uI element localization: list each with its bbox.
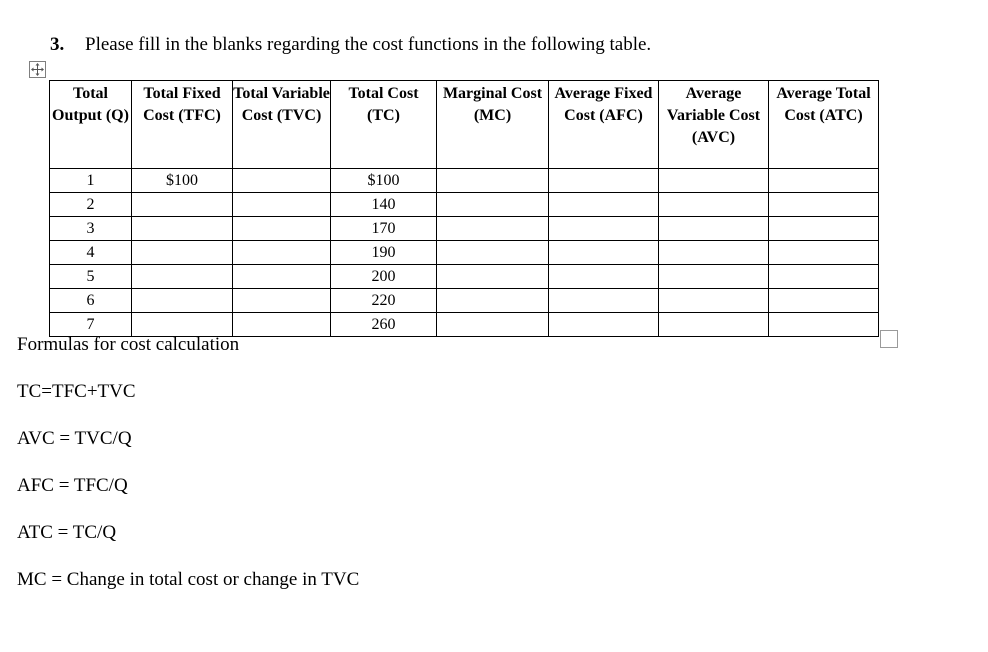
move-cross-icon[interactable]	[29, 61, 46, 78]
cell-tfc[interactable]	[132, 313, 233, 337]
header-average-fixed-cost: Average Fixed Cost (AFC)	[549, 81, 659, 169]
header-average-variable-cost: Average Variable Cost (AVC)	[659, 81, 769, 169]
cell-atc[interactable]	[769, 193, 879, 217]
formula-tc: TC=TFC+TVC	[17, 381, 136, 402]
cell-q[interactable]: 2	[50, 193, 132, 217]
cell-tvc[interactable]	[233, 169, 331, 193]
header-marginal-cost: Marginal Cost (MC)	[437, 81, 549, 169]
cell-mc[interactable]	[437, 217, 549, 241]
cell-afc[interactable]	[549, 265, 659, 289]
formula-avc: AVC = TVC/Q	[17, 428, 132, 449]
table-row	[50, 313, 879, 337]
resize-square-icon[interactable]	[880, 330, 898, 348]
formula-afc: AFC = TFC/Q	[17, 475, 128, 496]
cell-q[interactable]: 5	[50, 265, 132, 289]
cell-avc[interactable]	[659, 265, 769, 289]
cell-atc[interactable]	[769, 169, 879, 193]
cell-tfc[interactable]	[132, 289, 233, 313]
cell-tc[interactable]: 220	[331, 289, 437, 313]
cell-afc[interactable]	[549, 217, 659, 241]
cell-tvc[interactable]	[233, 289, 331, 313]
cell-tc[interactable]: 200	[331, 265, 437, 289]
table-row	[50, 289, 879, 313]
cell-tvc[interactable]	[233, 217, 331, 241]
header-total-fixed-cost: Total Fixed Cost (TFC)	[132, 81, 233, 169]
formula-atc: ATC = TC/Q	[17, 522, 117, 543]
cell-tc[interactable]: 140	[331, 193, 437, 217]
cell-tfc[interactable]	[132, 241, 233, 265]
cell-avc[interactable]	[659, 241, 769, 265]
cell-tfc[interactable]: $100	[132, 169, 233, 193]
cell-tc[interactable]: 170	[331, 217, 437, 241]
cell-tfc[interactable]	[132, 193, 233, 217]
cell-tvc[interactable]	[233, 193, 331, 217]
cell-mc[interactable]	[437, 313, 549, 337]
cell-afc[interactable]	[549, 169, 659, 193]
cell-mc[interactable]	[437, 289, 549, 313]
header-average-total-cost: Average Total Cost (ATC)	[769, 81, 879, 169]
table-row	[50, 193, 879, 217]
cell-atc[interactable]	[769, 265, 879, 289]
cell-q[interactable]: 7	[50, 313, 132, 337]
cell-atc[interactable]	[769, 217, 879, 241]
cell-afc[interactable]	[549, 193, 659, 217]
cell-q[interactable]: 1	[50, 169, 132, 193]
header-total-variable-cost: Total Variable Cost (TVC)	[233, 81, 331, 169]
cell-tfc[interactable]	[132, 217, 233, 241]
table-row	[50, 169, 879, 193]
table-body	[50, 169, 879, 337]
question-text: Please fill in the blanks regarding the cost functions in the following table.	[85, 34, 652, 55]
cell-mc[interactable]	[437, 265, 549, 289]
table-header-row	[50, 81, 879, 169]
cell-tc[interactable]: $100	[331, 169, 437, 193]
cell-mc[interactable]	[437, 193, 549, 217]
header-total-cost: Total Cost (TC)	[331, 81, 437, 169]
cell-tc[interactable]: 190	[331, 241, 437, 265]
cell-q[interactable]: 4	[50, 241, 132, 265]
cell-atc[interactable]	[769, 313, 879, 337]
header-total-output: Total Output (Q)	[50, 81, 132, 169]
cell-q[interactable]: 6	[50, 289, 132, 313]
formulas-heading: Formulas for cost calculation	[17, 334, 240, 355]
cell-afc[interactable]	[549, 289, 659, 313]
cell-atc[interactable]	[769, 241, 879, 265]
cell-tvc[interactable]	[233, 313, 331, 337]
cell-avc[interactable]	[659, 217, 769, 241]
cell-mc[interactable]	[437, 169, 549, 193]
cell-afc[interactable]	[549, 313, 659, 337]
cell-atc[interactable]	[769, 289, 879, 313]
question	[50, 34, 651, 56]
cell-avc[interactable]	[659, 313, 769, 337]
cell-tvc[interactable]	[233, 265, 331, 289]
table-row	[50, 265, 879, 289]
cell-avc[interactable]	[659, 289, 769, 313]
question-number: 3.	[50, 34, 65, 55]
formula-mc: MC = Change in total cost or change in TVC	[17, 569, 360, 590]
cell-avc[interactable]	[659, 169, 769, 193]
formulas-section	[17, 334, 359, 616]
cell-tfc[interactable]	[132, 265, 233, 289]
table-row	[50, 241, 879, 265]
cell-mc[interactable]	[437, 241, 549, 265]
cell-q[interactable]: 3	[50, 217, 132, 241]
table-row	[50, 217, 879, 241]
cell-tvc[interactable]	[233, 241, 331, 265]
cell-avc[interactable]	[659, 193, 769, 217]
cell-tc[interactable]: 260	[331, 313, 437, 337]
cost-table	[49, 80, 879, 337]
cell-afc[interactable]	[549, 241, 659, 265]
